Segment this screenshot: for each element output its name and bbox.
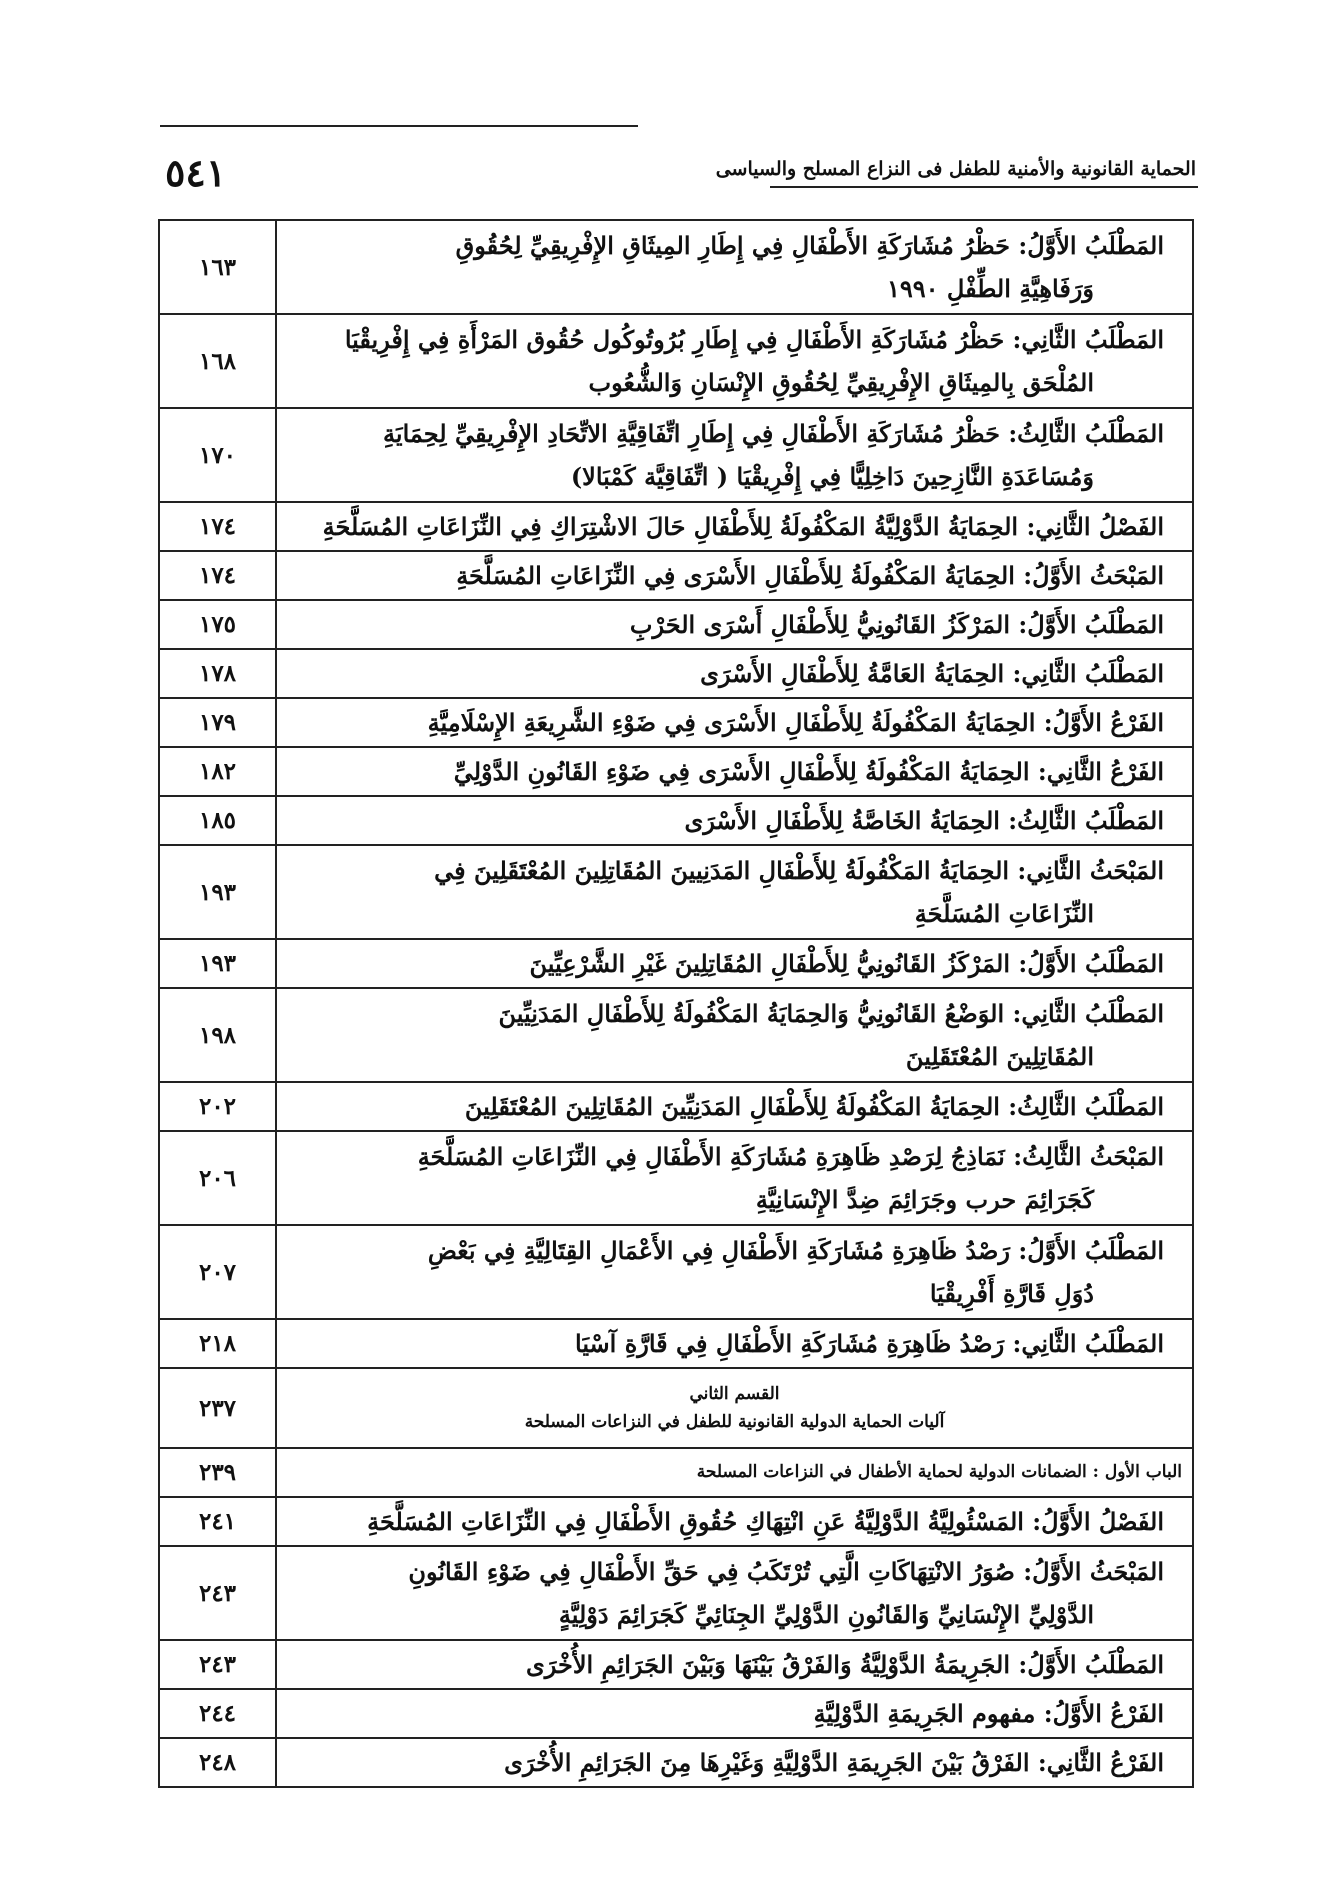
toc-page-number: ٢٤٨ [159,1738,276,1787]
toc-page-number: ١٧٨ [159,649,276,698]
toc-title-line: المَطْلَبُ الأَوَّلُ: رَصْدُ ظَاهِرَةِ مُشَارَكَةِ الأَطْفَالِ فِي الأَعْمَالِ القِتَالِيَّةِ فِي بَعْضِ [427,1236,1164,1265]
toc-entry-title [276,649,1193,698]
toc-entry-title [276,502,1193,551]
toc-title-line: المَطْلَبُ الثَّانِي: الوَضْعُ القَانُونِيُّ وَالحِمَايَةُ المَكْفُولَةُ لِلأَطْفَالِ المَدَنِيِّينَ [498,999,1164,1028]
toc-page-number: ٢٤١ [159,1497,276,1546]
toc-row [159,845,1193,939]
toc-page-number: ١٧٩ [159,698,276,747]
toc-row [159,1546,1193,1640]
toc-page-number: ٢٤٣ [159,1546,276,1640]
toc-title-line: المَطْلَبُ الثَّانِي: الحِمَايَةُ العَامَّةُ لِلأَطْفَالِ الأَسْرَى [700,659,1164,688]
toc-title-line: وَرَفَاهِيَّةِ الطِّفْلِ ١٩٩٠ [887,274,1094,303]
toc-entry-title [276,698,1193,747]
toc-title-line: آليات الحماية الدولية القانونية للطفل في النزاعات المسلحة [524,1412,945,1432]
toc-entry-title [276,408,1193,502]
table-of-contents [158,219,1194,1788]
toc-row [159,600,1193,649]
toc-entry-title [276,551,1193,600]
toc-row [159,1082,1193,1131]
toc-entry-title [276,600,1193,649]
toc-title-line: المَطْلَبُ الأَوَّلُ: حَظْرُ مُشَارَكَةِ الأَطْفَالِ فِي إِطَارِ المِيثَاقِ الإِفْرِيقِيِّ لِحُقُوقِ [455,231,1164,260]
toc-row [159,551,1193,600]
toc-page-number: ١٩٣ [159,845,276,939]
toc-title-line: الفَرْعُ الثَّانِي: الفَرْقُ بَيْنَ الجَرِيمَةِ الدَّوْلِيَّةِ وَغَيْرِهَا مِنَ الجَرَائِمِ الأُخْرَى [504,1748,1164,1777]
toc-title-line: المُلْحَق بِالمِيثَاقِ الإِفْرِيقِيِّ لِحُقُوقِ الإِنْسَانِ وَالشُّعُوب [588,368,1094,397]
toc-title-line: وَمُسَاعَدَةِ النَّازِحِينَ دَاخِلِيًّا فِي إِفْرِيقْيَا ( اتِّفَاقِيَّة كَمْبَالا) [570,462,1094,491]
toc-title-line: الفَصْلُ الأَوَّلُ: المَسْئُولِيَّةُ الدَّوْلِيَّةُ عَنِ انْتِهَاكِ حُقُوقِ الأَطْفَالِ فِي النِّزَاعَاتِ المُسَلَّحَةِ [367,1507,1164,1536]
toc-page-number: ١٨٥ [159,796,276,845]
toc-entry-title [276,939,1193,988]
toc-page-number: ٢١٨ [159,1319,276,1368]
toc-title-line: الفَصْلُ الثَّانِي: الحِمَايَةُ الدَّوْلِيَّةُ المَكْفُولَةُ لِلأَطْفَالِ حَالَ الاشْتِرَاكِ فِي النِّزَاعَاتِ المُسَلَّحَةِ [322,512,1164,541]
toc-page-number: ٢٣٩ [159,1448,276,1497]
page-number: ٥٤١ [165,150,227,195]
toc-title-line: المَطْلَبُ الثَّالِثُ: الحِمَايَةُ الخَاصَّةُ لِلأَطْفَالِ الأَسْرَى [684,806,1164,835]
toc-title-line: المَطْلَبُ الأَوَّلُ: الجَرِيمَةُ الدَّوْلِيَّةُ وَالفَرْقُ بَيْنَهَا وَبَيْنَ الجَرَائِمِ الأُخْرَى [525,1650,1164,1679]
page-header [0,0,1339,200]
toc-title-line: الباب الأول : الضمانات الدولية لحماية الأطفال في النزاعات المسلحة [696,1462,1182,1482]
toc-title-line: كَجَرَائِمَ حرب وجَرَائِمَ ضِدَّ الإِنْسَانِيَّةِ [755,1185,1094,1214]
toc-title-line: المَبْحَثُ الأَوَّلُ: صُوَرُ الانْتِهَاكَاتِ الَّتِي تُرْتَكَبُ فِي حَقِّ الأَطْفَالِ فِي ضَوْءِ القَانُونِ [408,1557,1164,1586]
toc-title-line: المُقَاتِلِينَ المُعْتَقَلِينَ [905,1042,1094,1071]
header-rule [770,186,1198,188]
toc-entry-title [276,1689,1193,1738]
toc-page-number: ١٨٢ [159,747,276,796]
toc-title-line: الفَرْعُ الأَوَّلُ: مفهوم الجَرِيمَةِ الدَّوْلِيَّةِ [813,1699,1164,1728]
toc-row [159,1225,1193,1319]
toc-title-line: المَطْلَبُ الأَوَّلُ: المَرْكَزُ القَانُونِيُّ لِلأَطْفَالِ أَسْرَى الحَرْبِ [629,610,1164,639]
toc-row [159,1689,1193,1738]
toc-page-number: ٢٠٢ [159,1082,276,1131]
toc-title-line: الدَّوْلِيِّ الإِنْسَانِيِّ وَالقَانُونِ الدَّوْلِيِّ الجِنَائِيِّ كَجَرَائِمَ دَوْلِيَّةٍ [558,1600,1094,1629]
toc-entry-title [276,1131,1193,1225]
toc-entry-title [276,845,1193,939]
toc-row [159,408,1193,502]
toc-row [159,796,1193,845]
toc-entry-title [276,1640,1193,1689]
toc-row [159,649,1193,698]
toc-entry-title [276,796,1193,845]
toc-page-number: ١٦٣ [159,220,276,314]
toc-page-number: ٢٤٤ [159,1689,276,1738]
toc-row [159,698,1193,747]
toc-title-line: النِّزَاعَاتِ المُسَلَّحَةِ [914,899,1094,928]
toc-row [159,1640,1193,1689]
running-title: الحماية القانونية والأمنية للطفل فى النزاع المسلح والسياسى [715,158,1196,180]
toc-title-line: المَطْلَبُ الأَوَّلُ: المَرْكَزُ القَانُونِيُّ لِلأَطْفَالِ المُقَاتِلِينَ غَيْرِ الشَّرْعِيِّينَ [529,949,1164,978]
toc-entry-title [276,988,1193,1082]
toc-entry-title [276,220,1193,314]
toc-entry-title [276,1225,1193,1319]
toc-title-line: المَبْحَثُ الثَّانِي: الحِمَايَةُ المَكْفُولَةُ لِلأَطْفَالِ المَدَنِيينَ المُقَاتِلِينَ المُعْتَقَلِينَ فِي [434,856,1164,885]
toc-page-number: ١٧٤ [159,551,276,600]
toc-title-line: المَطْلَبُ الثَّالِثُ: حَظْرُ مُشَارَكَةِ الأَطْفَالِ فِي إِطَارِ اتِّفَاقِيَّةِ الاتِّحَادِ الإِفْرِيقِيِّ لِحِمَايَةِ [383,419,1164,448]
toc-row [159,939,1193,988]
top-rule [160,125,638,127]
toc-title-line: المَبْحَثُ الثَّالِثُ: نَمَاذِجُ لِرَصْدِ ظَاهِرَةِ مُشَارَكَةِ الأَطْفَالِ فِي النِّزَاعَاتِ المُسَلَّحَةِ [417,1142,1164,1171]
toc-page-number: ١٧٤ [159,502,276,551]
toc-page-number: ١٧٥ [159,600,276,649]
toc-page-number: ١٧٠ [159,408,276,502]
toc-row [159,988,1193,1082]
toc-page-number: ١٩٨ [159,988,276,1082]
toc-entry-title [276,1738,1193,1787]
toc-body [159,220,1193,1787]
toc-entry-title [276,1368,1193,1448]
toc-row [159,747,1193,796]
toc-entry-title [276,314,1193,408]
toc-page-number: ٢٠٦ [159,1131,276,1225]
toc-page-number: ١٦٨ [159,314,276,408]
toc-title-line: دُوَلِ قَارَّةِ أَفْرِيقْيَا [929,1279,1094,1308]
toc-row [159,1497,1193,1546]
toc-row [159,1319,1193,1368]
toc-title-line: المَطْلَبُ الثَّانِي: حَظْرُ مُشَارَكَةِ الأَطْفَالِ فِي إِطَارِ بُرُوتُوكُول حُقُوق المَرْأَةِ فِي إِفْرِيقْيَا [344,325,1164,354]
toc-page-number: ٢٣٧ [159,1368,276,1448]
toc-row [159,1368,1193,1448]
toc-entry-title [276,1448,1193,1497]
toc-title-line: الفَرْعُ الأَوَّلُ: الحِمَايَةُ المَكْفُولَةُ لِلأَطْفَالِ الأَسْرَى فِي ضَوْءِ الشَّرِيعَةِ الإِسْلَامِيَّةِ [427,708,1164,737]
toc-row [159,314,1193,408]
toc-title-line: المَطْلَبُ الثَّالِثُ: الحِمَايَةُ المَكْفُولَةُ لِلأَطْفَالِ المَدَنِيِّينَ المُقَاتِلِينَ المُعْتَقَلِينَ [464,1092,1164,1121]
toc-row [159,1738,1193,1787]
toc-page-number: ٢٤٣ [159,1640,276,1689]
toc-title-line: المَبْحَثُ الأَوَّلُ: الحِمَايَةُ المَكْفُولَةُ لِلأَطْفَالِ الأَسْرَى فِي النِّزَاعَاتِ المُسَلَّحَةِ [456,561,1164,590]
toc-row [159,502,1193,551]
toc-entry-title [276,1546,1193,1640]
toc-title-line: الفَرْعُ الثَّانِي: الحِمَايَةُ المَكْفُولَةُ لِلأَطْفَالِ الأَسْرَى فِي ضَوْءِ القَانُونِ الدَّوْلِيِّ [453,757,1164,786]
toc-page-number: ١٩٣ [159,939,276,988]
toc-row [159,1448,1193,1497]
toc-title-line: القسم الثاني [689,1384,780,1404]
toc-row [159,220,1193,314]
toc-title-line: المَطْلَبُ الثَّانِي: رَصْدُ ظَاهِرَةِ مُشَارَكَةِ الأَطْفَالِ فِي قَارَّةِ آسْيَا [575,1329,1164,1358]
toc-entry-title [276,1082,1193,1131]
toc-entry-title [276,1319,1193,1368]
toc-entry-title [276,747,1193,796]
toc-row [159,1131,1193,1225]
toc-entry-title [276,1497,1193,1546]
toc-page-number: ٢٠٧ [159,1225,276,1319]
